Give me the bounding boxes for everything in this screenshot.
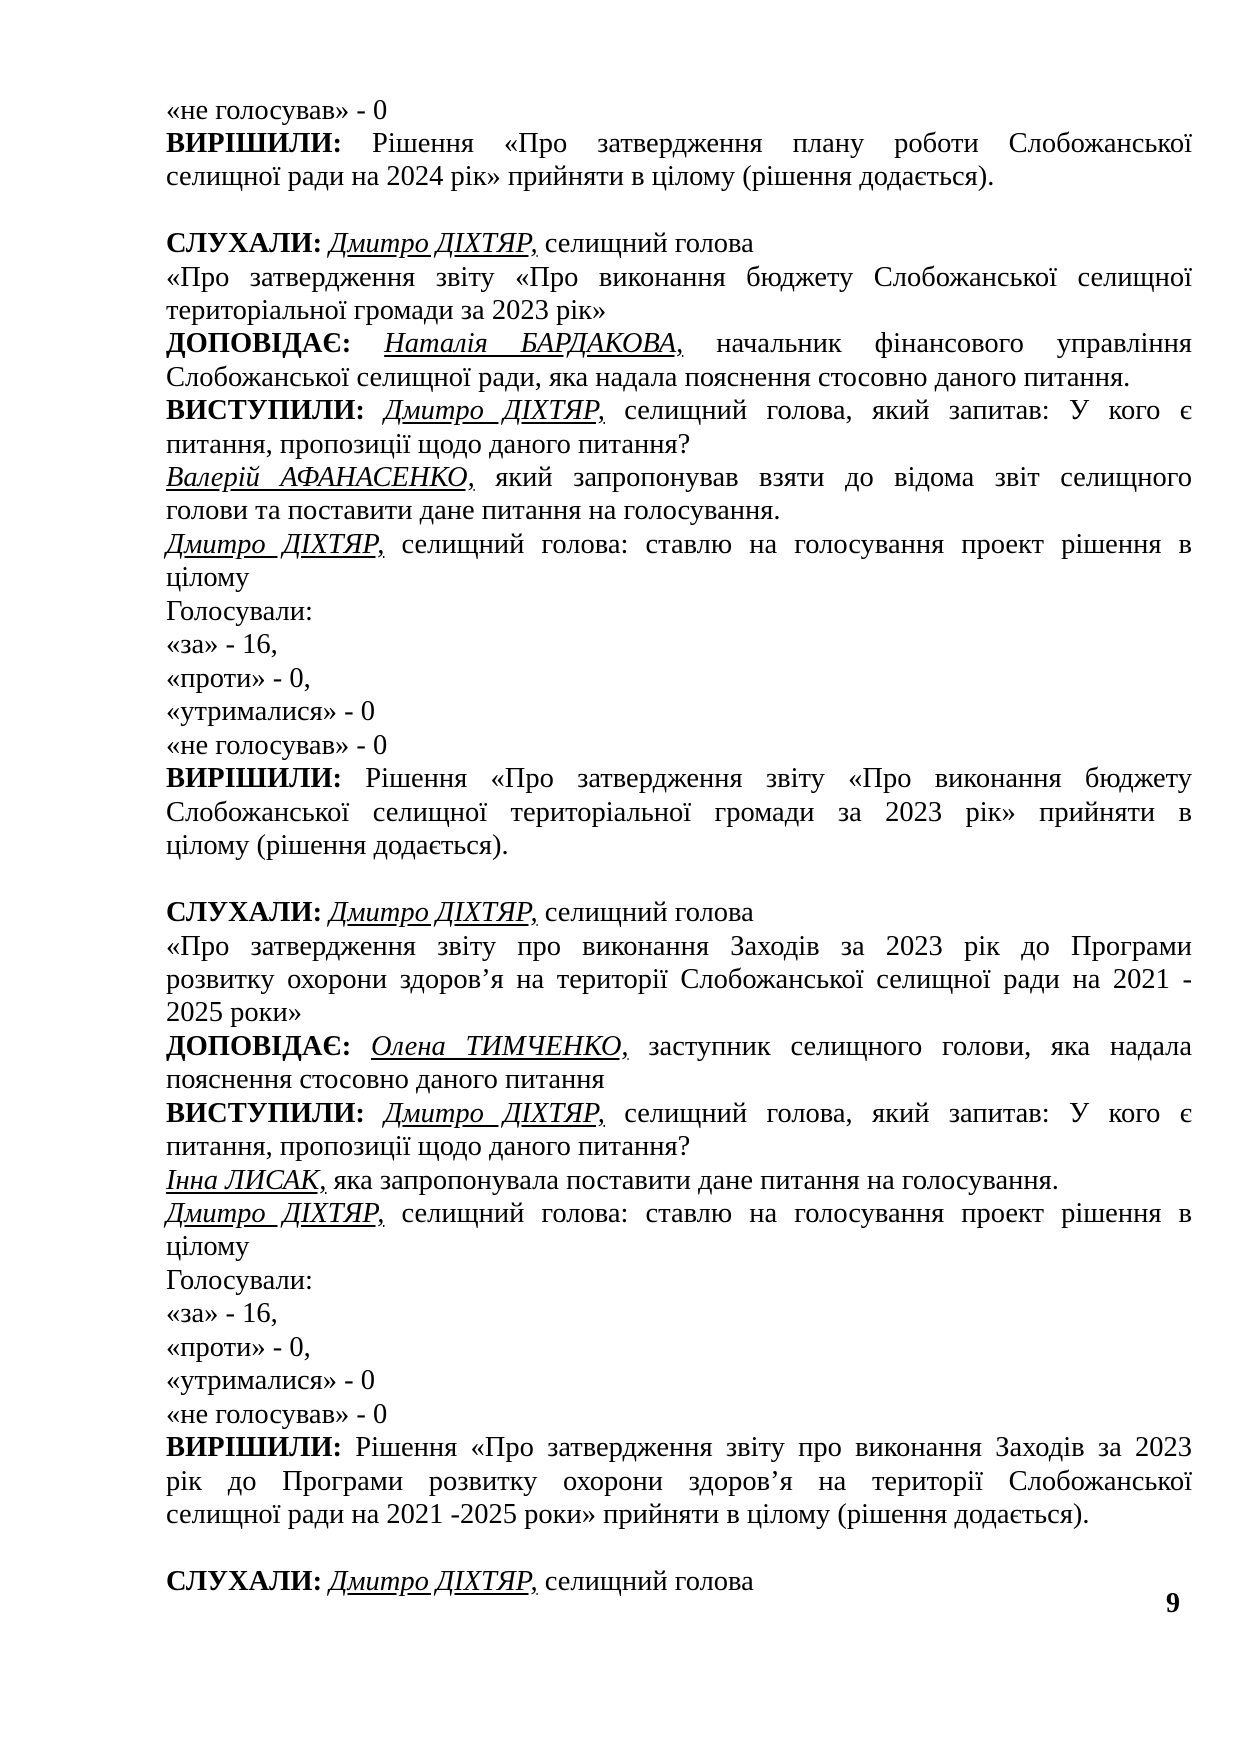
text-line: «утрималися» - 0	[166, 696, 376, 727]
text-line: «проти» - 0,	[166, 1332, 311, 1363]
text-line: селищної ради на 2021 -2025 роки» прийняти в цілому (рішення додається).	[166, 1499, 1090, 1530]
text-line: Дмитро ДІХТЯР, селищний голова: ставлю на голосування проект рішення в	[166, 1198, 1193, 1229]
text-line: Інна ЛИСАК, яка запропонувала поставити дане питання на голосування.	[166, 1165, 1059, 1196]
text-line: ВИСТУПИЛИ: Дмитро ДІХТЯР, селищний голова, який запитав: У кого є	[166, 1098, 1193, 1129]
text-line: ВИРІШИЛИ: Рішення «Про затвердження плану роботи Слобожанської	[166, 128, 1192, 159]
text-line: ВИРІШИЛИ: Рішення «Про затвердження звіту про виконання Заходів за 2023	[166, 1432, 1192, 1463]
text-line: 2025 роки»	[166, 997, 302, 1028]
text-line: Голосували:	[166, 1265, 313, 1296]
text-line: Голосували:	[166, 596, 313, 627]
text-line: СЛУХАЛИ: Дмитро ДІХТЯР, селищний голова	[166, 1566, 754, 1597]
text-line: «Про затвердження звіту «Про виконання бюджету Слобожанської селищної	[166, 262, 1192, 293]
text-line: ДОПОВІДАЄ: Олена ТИМЧЕНКО, заступник селищного голови, яка надала	[166, 1031, 1193, 1062]
text-line: СЛУХАЛИ: Дмитро ДІХТЯР, селищний голова	[166, 897, 754, 928]
text-line: Слобожанської селищної ради, яка надала пояснення стосовно даного питання.	[166, 362, 1131, 393]
text-line: «не голосував» - 0	[166, 730, 388, 761]
text-line: Валерій АФАНАСЕНКО, який запропонував взяти до відома звіт селищного	[166, 462, 1192, 493]
text-line: цілому	[166, 562, 250, 593]
text-line: «за» - 16,	[166, 629, 278, 660]
text-line: питання, пропозиції щодо даного питання?	[166, 1131, 691, 1162]
text-line: територіальної громади за 2023 рік»	[166, 295, 607, 326]
text-line: голови та поставити дане питання на голосування.	[166, 495, 781, 526]
text-line: Слобожанської селищної територіальної громади за 2023 рік» прийняти в	[166, 797, 1192, 828]
text-line: питання, пропозиції щодо даного питання?	[166, 429, 691, 460]
text-line: Дмитро ДІХТЯР, селищний голова: ставлю на голосування проект рішення в	[166, 529, 1193, 560]
text-line: пояснення стосовно даного питання	[166, 1064, 605, 1095]
text-line: ВИСТУПИЛИ: Дмитро ДІХТЯР, селищний голова, який запитав: У кого є	[166, 395, 1193, 426]
text-line: ВИРІШИЛИ: Рішення «Про затвердження звіту «Про виконання бюджету	[166, 763, 1192, 794]
text-line: СЛУХАЛИ: Дмитро ДІХТЯР, селищний голова	[166, 228, 754, 259]
text-line: рік до Програми розвитку охорони здоров’я на території Слобожанської	[166, 1466, 1192, 1497]
text-line: цілому	[166, 1231, 250, 1262]
text-line: «не голосував» - 0	[166, 1399, 388, 1430]
page-number: 9	[1166, 1588, 1180, 1619]
text-line: «не голосував» - 0	[166, 95, 388, 126]
text-line: «за» - 16,	[166, 1298, 278, 1329]
text-line: ДОПОВІДАЄ: Наталія БАРДАКОВА, начальник фінансового управління	[166, 328, 1193, 359]
text-line: цілому (рішення додається).	[166, 830, 509, 861]
text-line: «проти» - 0,	[166, 663, 311, 694]
text-line: селищної ради на 2024 рік» прийняти в цілому (рішення додається).	[166, 161, 995, 192]
text-line: «Про затвердження звіту про виконання Заходів за 2023 рік до Програми	[166, 931, 1192, 962]
text-line: «утрималися» - 0	[166, 1365, 376, 1396]
text-line: розвитку охорони здоров’я на території Слобожанської селищної ради на 2021 -	[166, 964, 1192, 995]
